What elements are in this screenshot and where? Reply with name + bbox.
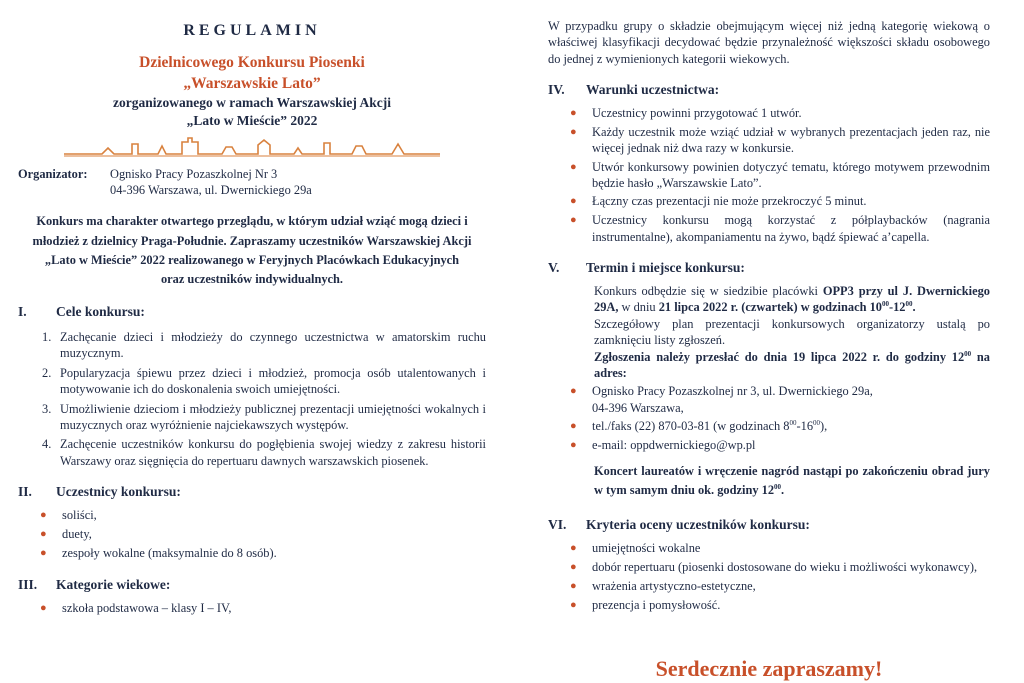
list-item <box>570 437 990 454</box>
bullet-icon: ● <box>570 125 577 138</box>
list-item: 2. Popularyzacja śpiewu przez dzieci i młodzież, promocja osób utalentowanych i motywowanie ich do doskonalenia swoich umiejętności. <box>42 365 486 397</box>
contact-email: e-mail: oppdwernickiego@wp.pl <box>592 438 756 452</box>
section-title: Cele konkursu: <box>56 304 145 320</box>
list-item: ● wrażenia artystyczno-estetyczne, <box>570 579 756 594</box>
bullet-icon: ● <box>570 385 577 398</box>
document-title: REGULAMIN <box>183 22 321 39</box>
list-item: ● szkoła podstawowa – klasy I – IV, <box>40 600 232 615</box>
list-item <box>570 418 990 435</box>
intro-paragraph: Konkurs ma charakter otwartego przeglądu, w którym udział wziąć mogą dzieci i młodzież z dzielnicy Praga-Południe. Zapraszamy uczestników Warszawskiej Akcji „Lato w Mieście” 2022 realizowanego w Feryjnych Placówkach Edukacyjnych oraz uczestników indywidualnych. <box>32 214 472 287</box>
action-name: „Lato w Mieście” 2022 <box>186 112 318 128</box>
list-item: ● Łączny czas prezentacji nie może przekroczyć 5 minut. <box>570 194 867 209</box>
bullet-icon: ● <box>40 546 47 559</box>
criteria-list <box>570 540 990 614</box>
section-conditions-heading: IV. Warunki uczestnictwa: <box>548 82 720 98</box>
conditions-list <box>570 105 990 245</box>
schedule-note: Szczegółowy plan prezentacji konkursowych organizatorzy ustalą po zamknięciu listy zgłoszeń. <box>594 316 990 348</box>
list-item: 1. Zachęcanie dzieci i młodzieży do czynnego uczestnictwa w amatorskim ruchu muzycznym. <box>42 330 486 361</box>
participants-list <box>40 507 486 562</box>
bullet-icon: ● <box>570 214 577 227</box>
list-item: ● Utwór konkursowy powinien dotyczyć tematu, którego motywem przewodnim będzie hasło „Warszawskie Lato”. <box>570 159 990 191</box>
organized-within: zorganizowanego w ramach Warszawskiej Akcji <box>113 95 391 111</box>
bullet-icon: ● <box>570 160 577 173</box>
bullet-icon: ● <box>40 601 47 614</box>
section-age-categories-heading: III. Kategorie wiekowe: <box>18 576 171 592</box>
organizer-address: 04-396 Warszawa, ul. Dwernickiego 29a <box>110 183 312 198</box>
left-column <box>18 0 486 619</box>
list-item: ● duety, <box>40 526 92 541</box>
bullet-icon: ● <box>570 439 577 451</box>
section-criteria-heading: VI. Kryteria oceny uczestników konkursu: <box>548 517 810 533</box>
list-item: ● dobór repertuaru (piosenki dostosowane do wieku i możliwości wykonawcy), <box>570 560 978 575</box>
application-deadline: Zgłoszenia należy przesłać do dnia 19 lipca 2022 r. do godziny $12^{00}$ na adres: <box>594 349 990 380</box>
contact-city: 04-396 Warszawa, <box>592 400 684 415</box>
bullet-icon: ● <box>570 561 577 574</box>
closing-invitation: Serdecznie zapraszamy! <box>655 656 883 682</box>
section-date-place-heading: V. Termin i miejsce konkursu: <box>548 260 745 276</box>
bullet-icon: ● <box>570 599 577 612</box>
concert-info: Koncert laureatów i wręczenie nagród nastąpi po zakończeniu obrad jury w tym samym dniu ok. godziny $12^{00}$. <box>594 464 990 498</box>
list-item: ● Uczestnicy powinni przygotować 1 utwór. <box>570 105 802 120</box>
contact-phone: tel./faks (22) 870-03-81 (w godzinach $8^{00}-16^{00}$), <box>592 418 828 433</box>
list-item: ● Każdy uczestnik może wziąć udział w wybranych prezentacjach jeden raz, nie więcej jednak niż dwa razy w konkursie. <box>570 124 990 156</box>
list-item: 4. Zachęcenie uczestników konkursu do pogłębienia swojej wiedzy z zakresu historii Warszawy oraz sięgnięcia do repertuaru dawnych warszawskich piosenek. <box>42 437 486 468</box>
bullet-icon: ● <box>570 195 577 208</box>
section-participants-heading: II. Uczestnicy konkursu: <box>18 484 181 500</box>
bullet-icon: ● <box>40 508 47 521</box>
bullet-icon: ● <box>570 542 577 555</box>
age-categories-note: W przypadku grupy o składzie obejmującym więcej niż jedną kategorię wiekową o właściwej klasyfikacji decydować będzie przynależność większości składu osobowego do jednej z wymienionych kategorii wiekowych. <box>548 19 990 66</box>
section-number: I. <box>18 304 27 320</box>
bullet-icon: ● <box>570 420 577 432</box>
list-item: ● soliści, <box>40 507 97 522</box>
list-item: ● prezencja i pomysłowość. <box>570 598 721 613</box>
organizer-label: Organizator: <box>18 166 88 181</box>
list-item: ● umiejętności wokalne <box>570 541 701 556</box>
section-goals-heading <box>18 303 486 321</box>
bullet-icon: ● <box>40 527 47 540</box>
organizer-block <box>18 166 486 199</box>
list-item: ● zespoły wokalne (maksymalnie do 8 osób). <box>40 545 277 560</box>
contest-subtitle: „Warszawskie Lato” <box>183 74 321 92</box>
bullet-icon: ● <box>570 106 577 119</box>
city-skyline-ornament <box>62 136 442 158</box>
goals-list <box>42 329 486 469</box>
right-column <box>548 0 990 683</box>
list-item <box>570 383 990 416</box>
list-item: ● Uczestnicy konkursu mogą korzystać z półplaybacków (nagrania instrumentalne), akompaniamentu na żywo, bądź śpiewać a’capella. <box>570 213 990 244</box>
bullet-icon: ● <box>570 580 577 593</box>
contest-name: Dzielnicowego Konkursu Piosenki <box>139 54 365 72</box>
contact-list <box>570 383 990 454</box>
age-categories-list <box>40 600 486 617</box>
list-item: 3. Umożliwienie dzieciom i młodzieży publicznej prezentacji umiejętności wokalnych i muzycznych oraz wyróżnienie najciekawszych występów. <box>42 401 486 432</box>
organizer-name: Ognisko Pracy Pozaszkolnej Nr 3 <box>110 166 278 181</box>
date-place-paragraph: Konkurs odbędzie się w siedzibie placówki OPP3 przy ul J. Dwernickiego 29A, w dniu 21 lipca 2022 r. (czwartek) w godzinach $10^{00}-12^{00}$. <box>594 284 990 315</box>
contact-address: Ognisko Pracy Pozaszkolnej nr 3, ul. Dwernickiego 29a, <box>592 384 873 399</box>
